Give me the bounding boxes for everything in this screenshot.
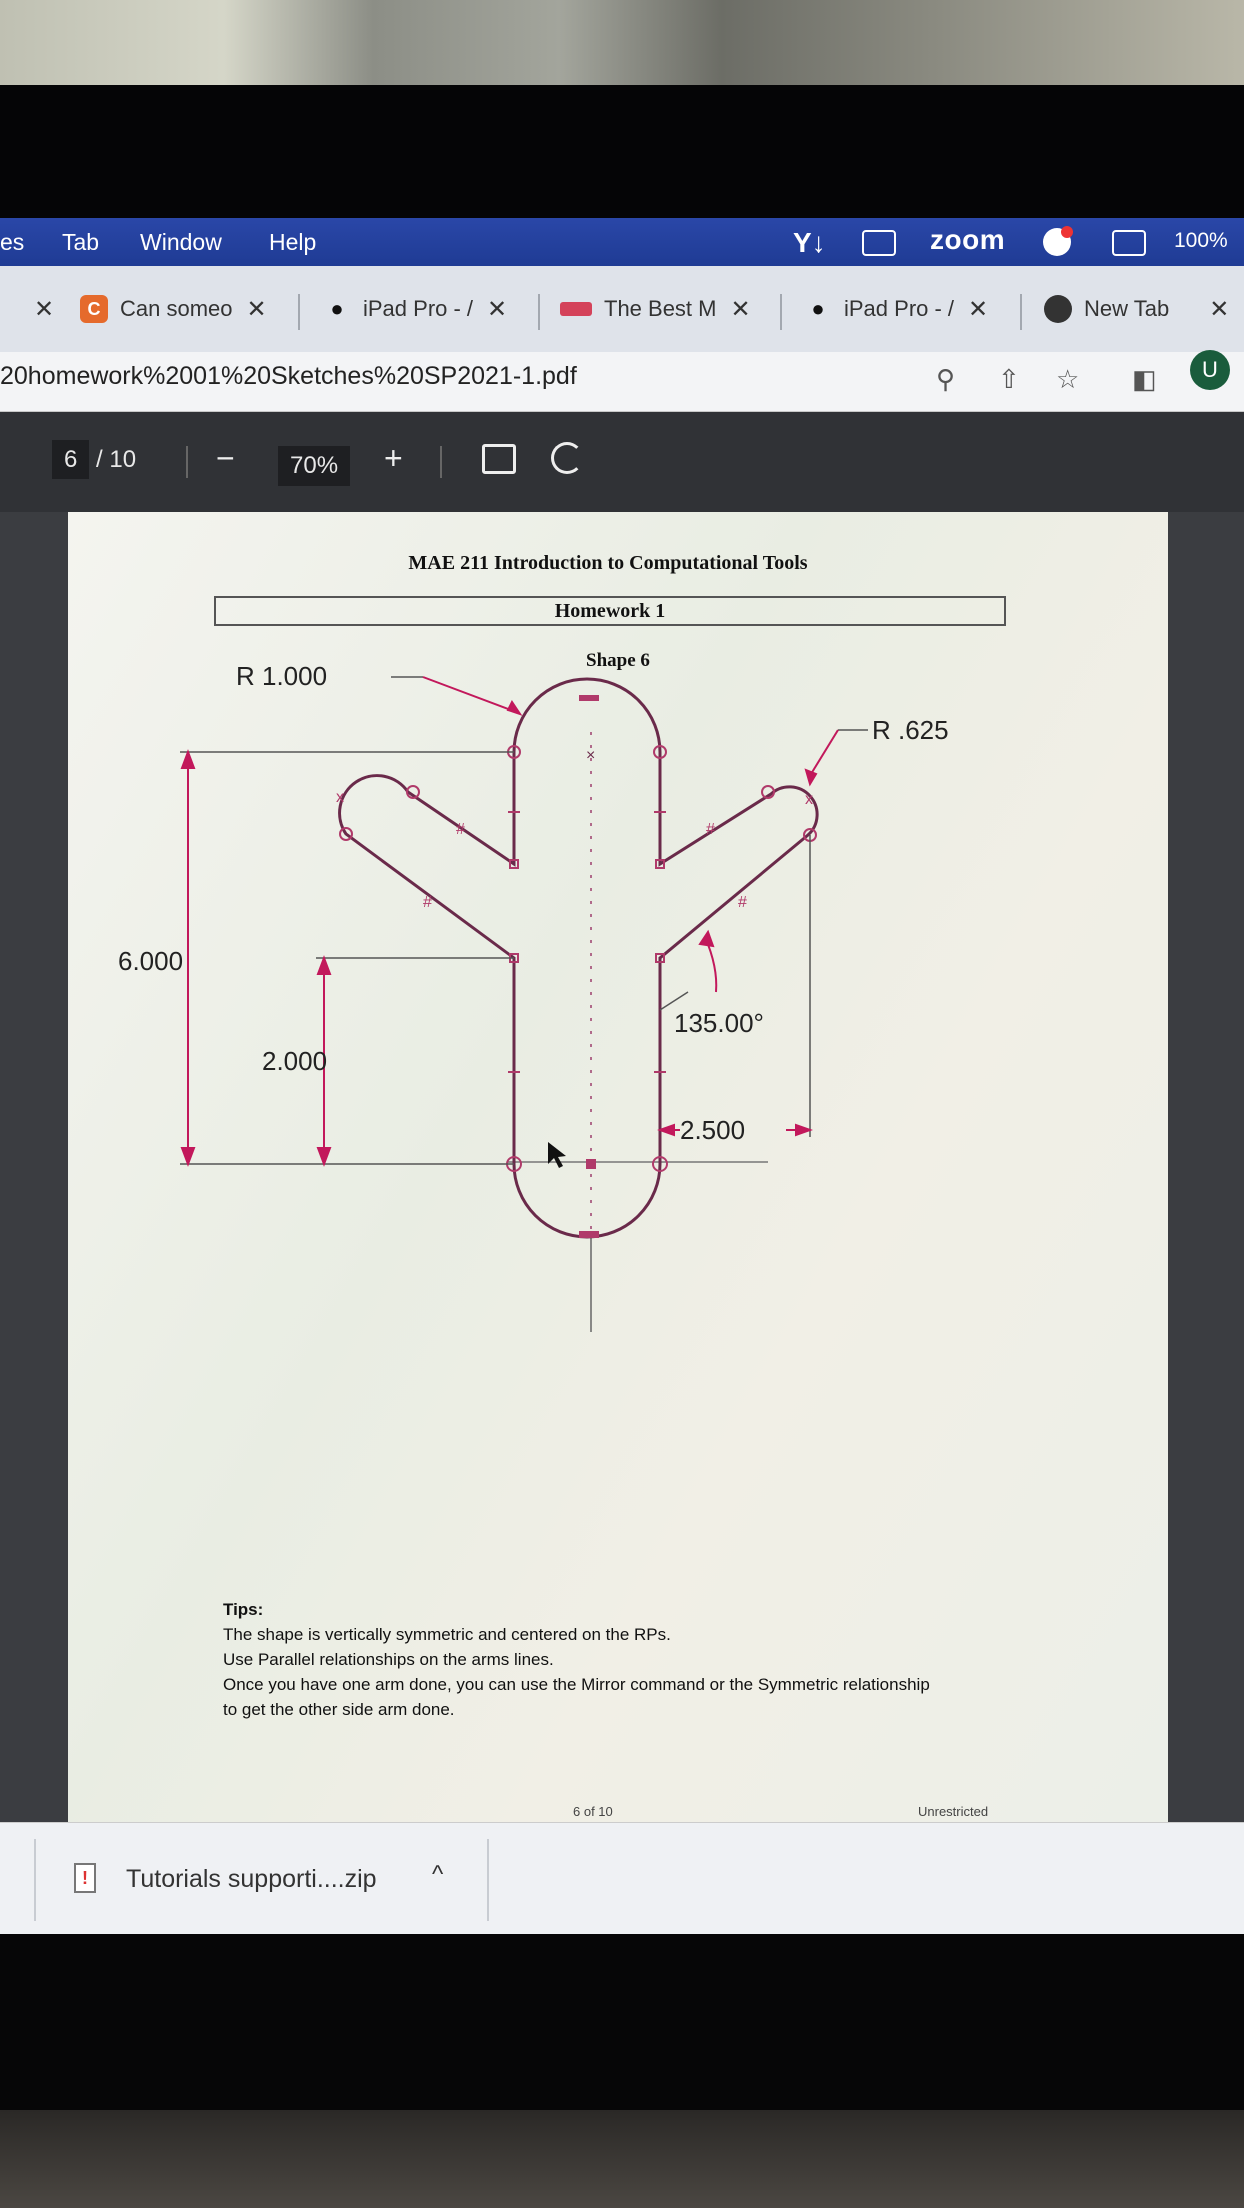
parallel-markers xyxy=(336,747,813,911)
tips-heading: Tips: xyxy=(223,1600,264,1619)
tab-ipad-pro-2[interactable] xyxy=(804,286,988,332)
relation-ticks xyxy=(508,812,666,1072)
tab-chegg[interactable] xyxy=(80,286,267,332)
chrome-icon xyxy=(1044,295,1072,323)
tip-line: The shape is vertically symmetric and centered on the RPs. xyxy=(223,1625,671,1644)
tab-divider xyxy=(1020,294,1022,330)
tab-ipad-pro-1[interactable] xyxy=(323,286,507,332)
menu-item-help[interactable]: Help xyxy=(269,229,317,255)
share-icon[interactable]: ⇧ xyxy=(998,364,1020,394)
download-filename[interactable]: Tutorials supporti....zip xyxy=(126,1865,377,1893)
tip-line: to get the other side arm done. xyxy=(223,1700,455,1719)
svg-text:#: # xyxy=(738,894,747,911)
tools-status-icon[interactable]: Y↓ xyxy=(793,227,826,258)
side-panel-icon[interactable]: ◧ xyxy=(1132,364,1157,394)
dim-r-arm: R .625 xyxy=(872,715,949,745)
tip-line: Once you have one arm done, you can use the Mirror command or the Symmetric relationship xyxy=(223,1675,930,1694)
menu-item-edit-partial[interactable]: es xyxy=(0,229,25,255)
tab-title: iPad Pro - / xyxy=(844,296,955,321)
url-text[interactable]: 20homework%2001%20Sketches%20SP2021-1.pdf xyxy=(0,362,577,390)
pdf-page xyxy=(68,512,1168,1822)
page-footer-number: 6 of 10 xyxy=(573,1804,613,1819)
chevron-up-icon[interactable]: ^ xyxy=(432,1861,444,1888)
downloads-bar xyxy=(0,1822,1244,1934)
fit-page-icon[interactable] xyxy=(482,444,516,474)
dim-arm-height: 2.000 xyxy=(262,1046,328,1076)
screen-bezel-top xyxy=(0,85,1244,220)
page-number-input[interactable]: 6 xyxy=(52,440,89,479)
svg-text:#: # xyxy=(706,821,715,838)
battery-percent[interactable]: 100% xyxy=(1174,229,1228,252)
tab-close-icon[interactable]: ✕ xyxy=(34,295,55,323)
close-icon[interactable]: ✕ xyxy=(246,295,267,323)
site-icon xyxy=(560,302,592,316)
tab-title: Can someo xyxy=(120,296,233,321)
svg-text:#: # xyxy=(423,894,432,911)
toolbar-divider xyxy=(440,446,442,478)
camera-status-icon[interactable] xyxy=(1043,228,1071,262)
mac-menu-bar xyxy=(0,218,1244,266)
download-item[interactable] xyxy=(34,1839,489,1921)
dim-width: 2.500 xyxy=(680,1115,746,1145)
zip-file-icon: ! xyxy=(74,1863,96,1893)
screen-bezel-bottom xyxy=(0,1934,1244,2114)
apple-icon: ● xyxy=(330,296,344,321)
zoom-in-button[interactable]: + xyxy=(384,440,403,476)
tab-divider xyxy=(780,294,782,330)
zoom-out-button[interactable]: − xyxy=(216,440,235,476)
vertex-markers xyxy=(340,696,816,1237)
rotate-icon[interactable] xyxy=(551,442,583,474)
pdf-toolbar xyxy=(0,412,1244,512)
tab-new-tab[interactable] xyxy=(1044,286,1229,332)
profile-avatar[interactable]: U xyxy=(1190,350,1230,390)
close-icon[interactable]: ✕ xyxy=(968,295,989,323)
background-desk xyxy=(0,2110,1244,2208)
tab-divider xyxy=(298,294,300,330)
address-bar[interactable] xyxy=(0,352,1244,412)
document-title: MAE 211 Introduction to Computational Tools xyxy=(408,552,808,574)
dim-angle: 135.00° xyxy=(674,1008,764,1038)
mouse-pointer-icon xyxy=(548,1142,566,1168)
bookmark-star-icon[interactable]: ☆ xyxy=(1056,364,1080,394)
page-indicator xyxy=(52,446,136,474)
zoom-status-icon[interactable]: zoom xyxy=(930,224,1006,255)
tab-title: iPad Pro - / xyxy=(363,296,474,321)
svg-text:x: x xyxy=(336,789,344,806)
tab-title: New Tab xyxy=(1084,296,1170,321)
close-icon[interactable]: ✕ xyxy=(730,295,751,323)
page-total: / 10 xyxy=(96,446,137,473)
apple-icon: ● xyxy=(811,296,825,321)
dim-r-top: R 1.000 xyxy=(236,661,328,691)
tips-block xyxy=(223,1597,1103,1722)
dim-height: 6.000 xyxy=(118,946,184,976)
menu-item-window[interactable]: Window xyxy=(140,229,222,255)
dimension-lines xyxy=(180,677,868,1164)
homework-heading: Homework 1 xyxy=(214,596,1006,626)
keyboard-status-icon[interactable] xyxy=(1112,230,1146,262)
tab-divider xyxy=(538,294,540,330)
menu-item-tab[interactable]: Tab xyxy=(62,229,100,255)
dimension-labels xyxy=(118,661,949,1145)
zoom-level-input[interactable]: 70% xyxy=(278,446,350,486)
tab-the-best[interactable] xyxy=(560,286,751,332)
close-icon[interactable]: ✕ xyxy=(1209,295,1230,323)
toolbar-divider xyxy=(186,446,188,478)
browser-tab-strip xyxy=(0,266,1244,352)
page-footer-classification: Unrestricted xyxy=(918,1804,989,1819)
close-icon[interactable]: ✕ xyxy=(487,295,508,323)
pdf-viewer xyxy=(0,412,1244,1822)
tip-line: Use Parallel relationships on the arms lines. xyxy=(223,1650,554,1669)
tab-title: The Best M xyxy=(604,296,717,321)
zoom-lens-icon[interactable]: ⚲ xyxy=(936,364,956,394)
svg-text:#: # xyxy=(456,821,465,838)
screen-share-icon[interactable] xyxy=(862,230,896,262)
shape-title: Shape 6 xyxy=(586,650,650,671)
chegg-c-icon: C xyxy=(80,295,108,323)
svg-text:x: x xyxy=(805,791,813,808)
svg-text:×: × xyxy=(586,747,596,764)
